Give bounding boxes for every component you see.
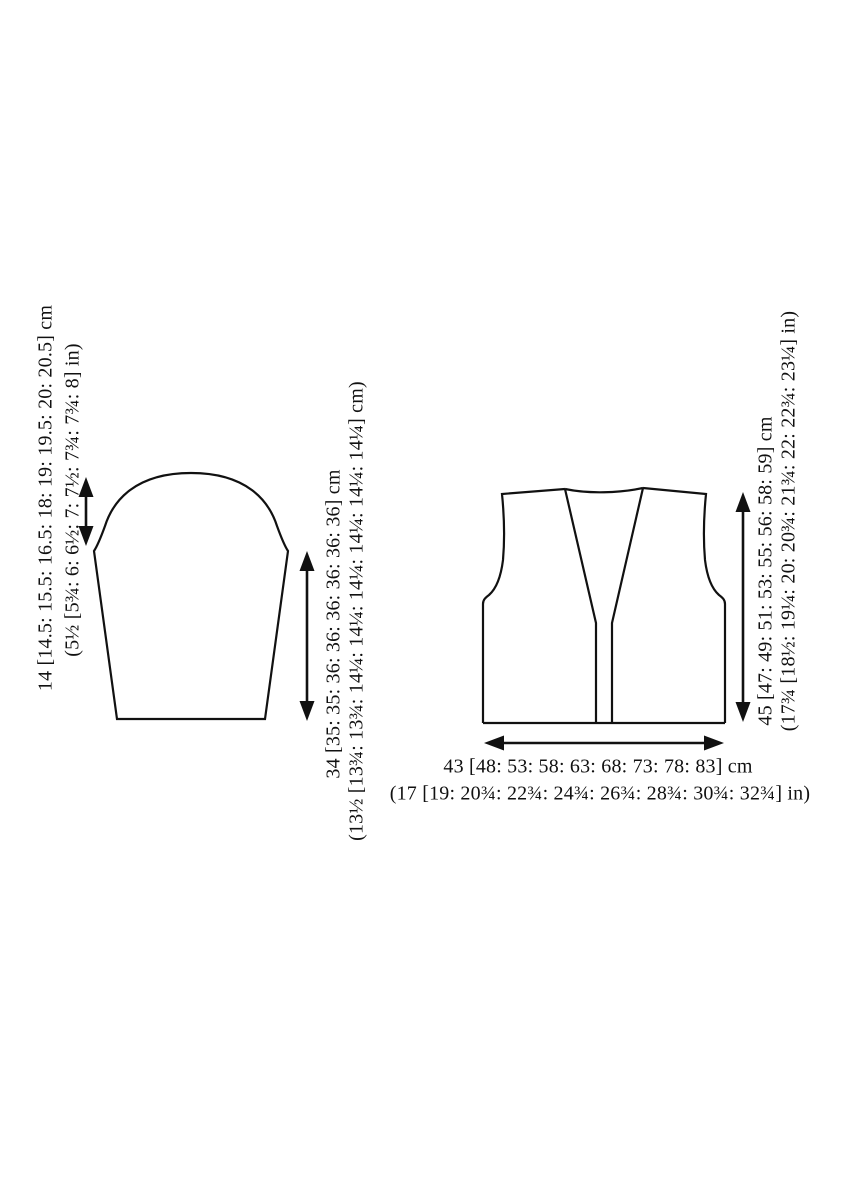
body-width-label-cm: 43 [48: 53: 58: 63: 68: 73: 78: 83] cm (443, 755, 753, 778)
sleeve-length-label-alt: (13½ [13¾: 13¾: 14¼: 14¼: 14¼: 14¼: 14¼: 14¼] cm) (345, 381, 368, 841)
body-width-label-in: (17 [19: 20¾: 22¾: 24¾: 26¾: 28¾: 30¾: 32¾] in) (389, 782, 811, 805)
body-length-label-cm: 45 [47: 49: 51: 53: 55: 56: 58: 59] cm (754, 416, 777, 726)
body-width-arrow (484, 736, 724, 751)
sleeve-length-arrow (300, 551, 315, 721)
sleeve-length-label-cm: 34 [35: 35: 36: 36: 36: 36: 36: 36] cm (322, 469, 345, 779)
body-outline (483, 488, 725, 723)
body-length-label-in: (17¾ [18½: 19¼: 20: 20¾: 21¾: 22: 22¾: 23¼] in) (777, 310, 800, 732)
body-length-arrow (736, 492, 751, 722)
sleeve-cap-height-label-cm: 14 [14.5: 15.5: 16.5: 18: 19: 19.5: 20: 20.5] cm (34, 304, 57, 692)
sleeve-outline (94, 473, 288, 719)
sleeve-cap-height-label-in: (5½ [5¾: 6: 6½: 7: 7½: 7¾: 7¾: 8] in) (61, 343, 84, 657)
